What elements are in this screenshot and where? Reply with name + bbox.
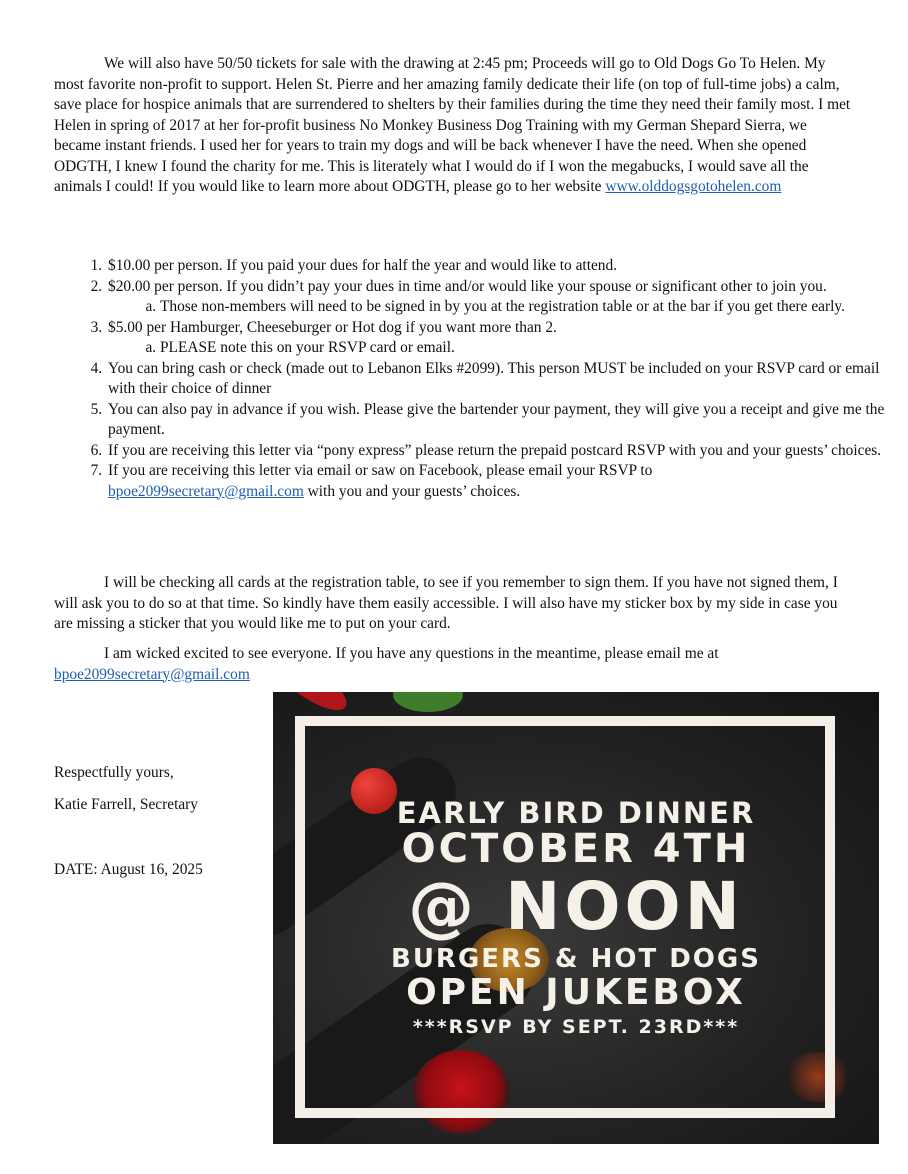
secretary-email-link[interactable]: bpoe2099secretary@gmail.com — [108, 482, 304, 500]
signer-name: Katie Farrell, Secretary — [54, 796, 199, 813]
list-item — [106, 318, 906, 359]
list-item-text: If you are receiving this letter via email or saw on Facebook, please email your RSVP to — [108, 462, 653, 479]
list-item — [106, 256, 906, 277]
letter-date: DATE: August 16, 2025 — [54, 861, 203, 878]
sub-list-item — [160, 297, 906, 318]
contact-email-link[interactable]: bpoe2099secretary@gmail.com — [54, 665, 250, 683]
flyer-date: OCTOBER 4TH — [401, 826, 751, 872]
event-flyer — [273, 692, 879, 1144]
list-item — [106, 277, 906, 318]
sub-list-item-text: Those non-members will need to be signed in by you at the registration table or at the bar if you get there early. — [160, 298, 845, 315]
intro-text: We will also have 50/50 tickets for sale with the drawing at 2:45 pm; Proceeds will go to Old Dogs Go To Helen. My most favorite non-profit to support. Helen St. Pierre and her amazing family dedicate their life (on top of full-time jobs) a calm, save place for hospice animals that are surrendered to shelters by their families during the time they need their family most. I met Helen in spring of 2017 at her for-profit business No Monkey Business Dog Training with my German Shepard Sierra, we became instant friends. I used her for years to train my dogs and will be back whenever I have the need. When she opened ODGTH, I knew I found the charity for me. This is literately what I would do if I won the megabucks, I would save all the animals I could! If you would like to learn more about ODGTH, please go to her website — [54, 55, 851, 195]
excited-paragraph — [54, 644, 854, 685]
list-item-text: You can also pay in advance if you wish. Please give the bartender your payment, they will give you a receipt and give me the payment. — [108, 400, 885, 438]
list-item-text: $10.00 per person. If you paid your dues for half the year and would like to attend. — [108, 257, 618, 274]
sub-list — [108, 338, 906, 359]
flyer-headline: EARLY BIRD DINNER — [396, 796, 756, 830]
list-item — [106, 461, 906, 502]
odgth-website-link[interactable]: www.olddogsgotohelen.com — [605, 178, 782, 195]
sub-list — [108, 297, 906, 318]
chili-pepper-icon — [279, 692, 354, 718]
list-item-text-after: with you and your guests’ choices. — [303, 482, 521, 500]
excited-text: I am wicked excited to see everyone. If you have any questions in the meantime, please email me at — [104, 645, 719, 662]
flyer-jukebox: OPEN JUKEBOX — [406, 972, 746, 1013]
list-item-text: $20.00 per person. If you didn’t pay your dues in time and/or would like your spouse or significant other to join you. — [108, 277, 827, 295]
closing-text: Respectfully yours, — [54, 764, 174, 781]
list-item — [106, 359, 906, 400]
list-item-text: $5.00 per Hamburger, Cheeseburger or Hot dog if you want more than 2. — [108, 318, 557, 336]
sub-list-item-text: PLEASE note this on your RSVP card or email. — [160, 339, 455, 356]
intro-paragraph — [54, 54, 854, 198]
sub-list-item — [160, 338, 906, 359]
list-item-text: If you are receiving this letter via “pony express” please return the prepaid postcard RSVP with you and your guests’ choices. — [108, 441, 882, 459]
pricing-list — [54, 256, 906, 502]
list-item — [106, 400, 906, 441]
cards-paragraph: I will be checking all cards at the registration table, to see if you remember to sign them. If you have not signed them, I will ask you to do so at that time. So kindly have them easily accessible. I will also have my sticker box by my side in case you are missing a sticker that you would like me to put on your card. — [54, 574, 838, 632]
list-item — [106, 441, 906, 462]
herbs-icon — [393, 692, 463, 712]
flyer-menu: BURGERS & HOT DOGS — [391, 944, 761, 974]
flyer-rsvp: ***RSVP BY SEPT. 23RD*** — [412, 1016, 740, 1038]
list-item-text: You can bring cash or check (made out to Lebanon Elks #2099). This person MUST be included on your RSVP card or email with their choice of dinner — [108, 359, 880, 397]
flyer-time: @ NOON — [408, 868, 744, 945]
